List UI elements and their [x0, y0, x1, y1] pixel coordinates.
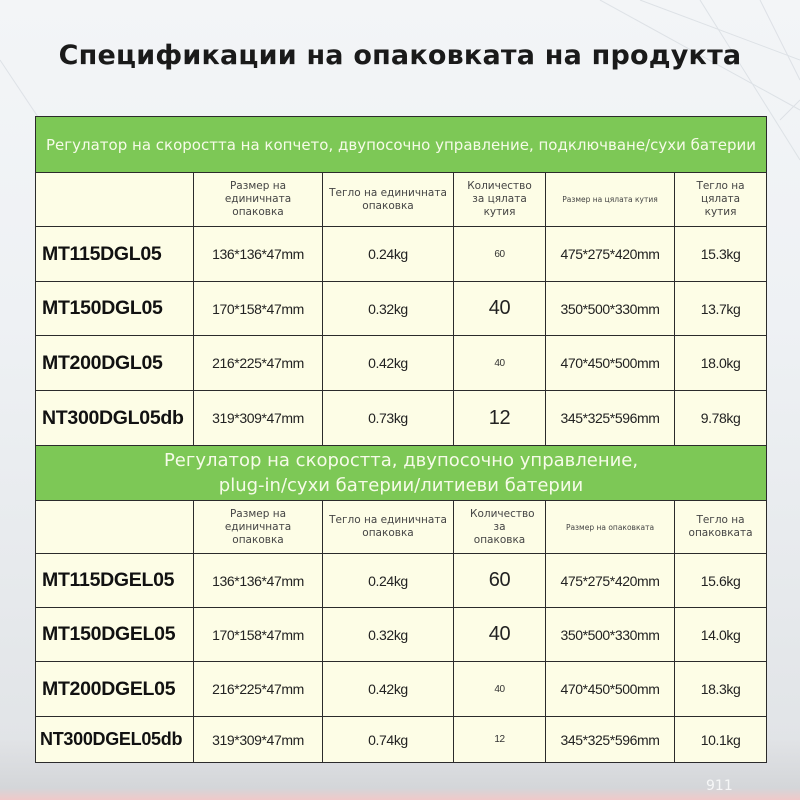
col-header-box-size: Размер на опаковката	[546, 501, 675, 554]
section-heading-2-line1: Регулатор на скоростта, двупосочно управление,	[163, 450, 639, 471]
packaging-spec-table	[35, 116, 767, 763]
box-weight-cell: 13.7kg	[675, 282, 767, 336]
col-header-model	[36, 501, 194, 554]
unit-size-cell: 319*309*47mm	[194, 391, 323, 446]
box-weight-cell: 15.6kg	[675, 554, 767, 608]
col-header-box-weight: Тегло на цялата кутия	[675, 173, 767, 227]
unit-size-cell: 136*136*47mm	[194, 227, 323, 282]
model-cell: MT115DGL05	[36, 227, 194, 282]
box-weight-cell: 18.0kg	[675, 336, 767, 391]
page-title: Спецификации на опаковката на продукта	[58, 40, 742, 71]
qty-cell: 60	[454, 227, 546, 282]
table-row	[36, 608, 767, 662]
section-heading-row	[36, 446, 767, 501]
watermark-text: 911	[706, 778, 733, 794]
box-weight-cell: 10.1kg	[675, 717, 767, 763]
column-header-row	[36, 501, 767, 554]
box-size-cell: 475*275*420mm	[546, 227, 675, 282]
box-size-cell: 350*500*330mm	[546, 282, 675, 336]
col-header-unit-weight: Тегло на единичната опаковка	[323, 173, 454, 227]
model-cell: MT200DGEL05	[36, 662, 194, 717]
table-row	[36, 282, 767, 336]
table-row	[36, 391, 767, 446]
unit-size-cell: 136*136*47mm	[194, 554, 323, 608]
table-row	[36, 336, 767, 391]
table-row	[36, 717, 767, 763]
box-size-cell: 350*500*330mm	[546, 608, 675, 662]
col-header-qty: Количество за опаковка	[454, 501, 546, 554]
box-size-cell: 345*325*596mm	[546, 391, 675, 446]
box-size-cell: 475*275*420mm	[546, 554, 675, 608]
table-row	[36, 662, 767, 717]
qty-cell: 40	[454, 282, 546, 336]
box-size-cell: 470*450*500mm	[546, 662, 675, 717]
unit-size-cell: 319*309*47mm	[194, 717, 323, 763]
unit-size-cell: 170*158*47mm	[194, 608, 323, 662]
unit-size-cell: 170*158*47mm	[194, 282, 323, 336]
unit-weight-cell: 0.74kg	[323, 717, 454, 763]
box-weight-cell: 18.3kg	[675, 662, 767, 717]
unit-weight-cell: 0.32kg	[323, 608, 454, 662]
col-header-unit-weight: Тегло на единичната опаковка	[323, 501, 454, 554]
box-size-cell: 345*325*596mm	[546, 717, 675, 763]
section-heading-2-line2: plug-in/сухи батерии/литиеви батерии	[218, 475, 584, 496]
col-header-qty: Количество за цялата кутия	[454, 173, 546, 227]
table-row	[36, 227, 767, 282]
box-weight-cell: 14.0kg	[675, 608, 767, 662]
model-cell: MT200DGL05	[36, 336, 194, 391]
unit-size-cell: 216*225*47mm	[194, 662, 323, 717]
section-heading-row	[36, 117, 767, 173]
model-cell: MT150DGEL05	[36, 608, 194, 662]
col-header-model	[36, 173, 194, 227]
box-weight-cell: 9.78kg	[675, 391, 767, 446]
unit-size-cell: 216*225*47mm	[194, 336, 323, 391]
box-weight-cell: 15.3kg	[675, 227, 767, 282]
section-heading-1: Регулатор на скоростта на копчето, двупосочно управление, подключване/сухи батерии	[36, 117, 767, 173]
qty-cell: 40	[454, 336, 546, 391]
box-size-cell: 470*450*500mm	[546, 336, 675, 391]
qty-cell: 12	[454, 391, 546, 446]
unit-weight-cell: 0.73kg	[323, 391, 454, 446]
unit-weight-cell: 0.42kg	[323, 662, 454, 717]
table-row	[36, 554, 767, 608]
column-header-row	[36, 173, 767, 227]
model-cell: MT115DGEL05	[36, 554, 194, 608]
spec-tables	[35, 116, 766, 763]
qty-cell: 40	[454, 662, 546, 717]
model-cell: NT300DGEL05db	[36, 717, 194, 763]
col-header-unit-size: Размер на единичната опаковка	[194, 173, 323, 227]
qty-cell: 12	[454, 717, 546, 763]
unit-weight-cell: 0.42kg	[323, 336, 454, 391]
col-header-box-weight: Тегло на опаковката	[675, 501, 767, 554]
unit-weight-cell: 0.24kg	[323, 554, 454, 608]
section-heading-2	[36, 446, 767, 501]
qty-cell: 40	[454, 608, 546, 662]
model-cell: NT300DGL05db	[36, 391, 194, 446]
unit-weight-cell: 0.24kg	[323, 227, 454, 282]
col-header-unit-size: Размер на единичната опаковка	[194, 501, 323, 554]
col-header-box-size: Размер на цялата кутия	[546, 173, 675, 227]
qty-cell: 60	[454, 554, 546, 608]
model-cell: MT150DGL05	[36, 282, 194, 336]
unit-weight-cell: 0.32kg	[323, 282, 454, 336]
